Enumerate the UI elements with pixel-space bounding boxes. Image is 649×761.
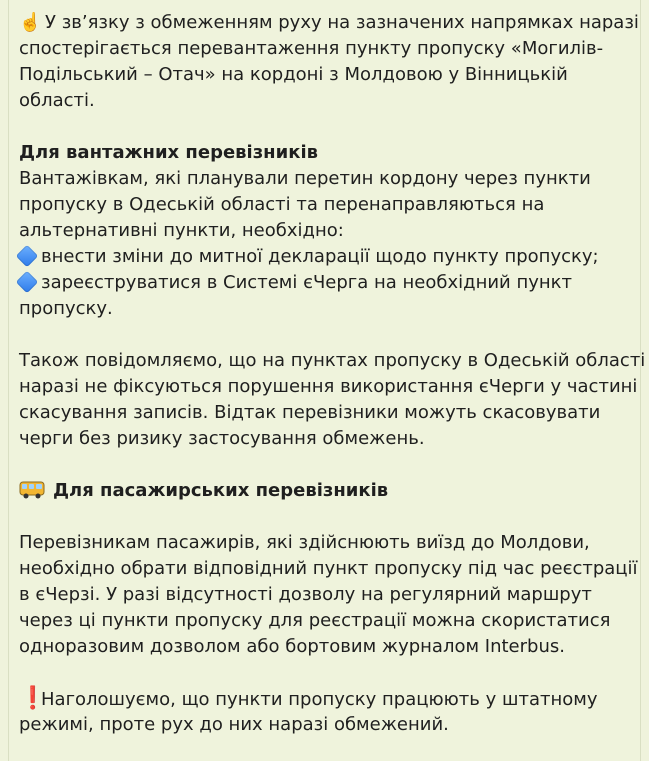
- spacer: [19, 322, 637, 348]
- spacer: [19, 114, 637, 140]
- final-text-1: Наголошуємо, що пункти пропуску працюють у штатному: [41, 689, 598, 710]
- cargo-body-2: пропуску в Одеській області та перенаправляються на: [19, 194, 545, 215]
- cargo-body-1: Вантажівкам, які планували перетин кордону через пункти: [19, 168, 591, 189]
- also-line-4: черги без ризику застосування обмежень.: [19, 428, 425, 449]
- final-line-1: [19, 686, 637, 712]
- bullet-item-1: [19, 244, 637, 270]
- bullet-item-2-continuation: пропуску.: [19, 298, 113, 319]
- spacer: [19, 452, 637, 478]
- final-line-2: режимі, проте рух до них наразі обмежений.: [19, 714, 449, 735]
- section-title-passenger-text: Для пасажирських перевізників: [53, 480, 389, 501]
- pointing-up-hand-icon: ☝️: [19, 12, 42, 33]
- intro-line-4: області.: [19, 90, 95, 111]
- bullet-item-2: [19, 270, 637, 296]
- cargo-body-3: альтернативні пункти, необхідно:: [19, 220, 344, 241]
- intro-text-1: У зв’язку з обмеженням руху на зазначених напрямках наразі: [45, 12, 639, 33]
- passenger-body-2: необхідно обрати відповідний пункт пропуску під час реєстрації: [19, 558, 638, 579]
- section-title-passenger: [19, 478, 637, 504]
- spacer: [19, 504, 637, 530]
- also-line-1: Також повідомляємо, що на пунктах пропуску в Одеській області: [19, 350, 646, 371]
- blue-diamond-icon: [16, 271, 39, 294]
- passenger-body-3: в єЧерзі. У разі відсутності дозволу на регулярний маршрут: [19, 584, 592, 605]
- also-line-2: наразі не фіксуються порушення використання єЧерги у частині: [19, 376, 638, 397]
- passenger-body-1: Перевізникам пасажирів, які здійснюють виїзд до Молдови,: [19, 532, 590, 553]
- spacer: [19, 660, 637, 686]
- message-text: [19, 10, 646, 738]
- bullet-text-1: внести зміни до митної декларації щодо пункту пропуску;: [41, 246, 599, 267]
- bus-icon: [19, 481, 45, 499]
- passenger-body-5: одноразовим дозволом або бортовим журналом Interbus.: [19, 636, 565, 657]
- message-bubble: [8, 0, 646, 761]
- section-title-cargo: Для вантажних перевізників: [19, 142, 319, 163]
- intro-line-3: Подільський – Отач» на кордоні з Молдовою у Вінницькій: [19, 64, 568, 85]
- also-line-3: скасування записів. Відтак перевізники можуть скасовувати: [19, 402, 601, 423]
- intro-line-2: спостерігається перевантаження пункту пропуску «Могилів-: [19, 38, 604, 59]
- passenger-body-4: через ці пункти пропуску для реєстрації можна скористатися: [19, 610, 611, 631]
- intro-line-1: [19, 10, 637, 36]
- bullet-text-2: зареєструватися в Системі єЧерга на необхідний пункт: [41, 272, 572, 293]
- blue-diamond-icon: [16, 245, 39, 268]
- exclamation-icon: ❗: [19, 686, 47, 711]
